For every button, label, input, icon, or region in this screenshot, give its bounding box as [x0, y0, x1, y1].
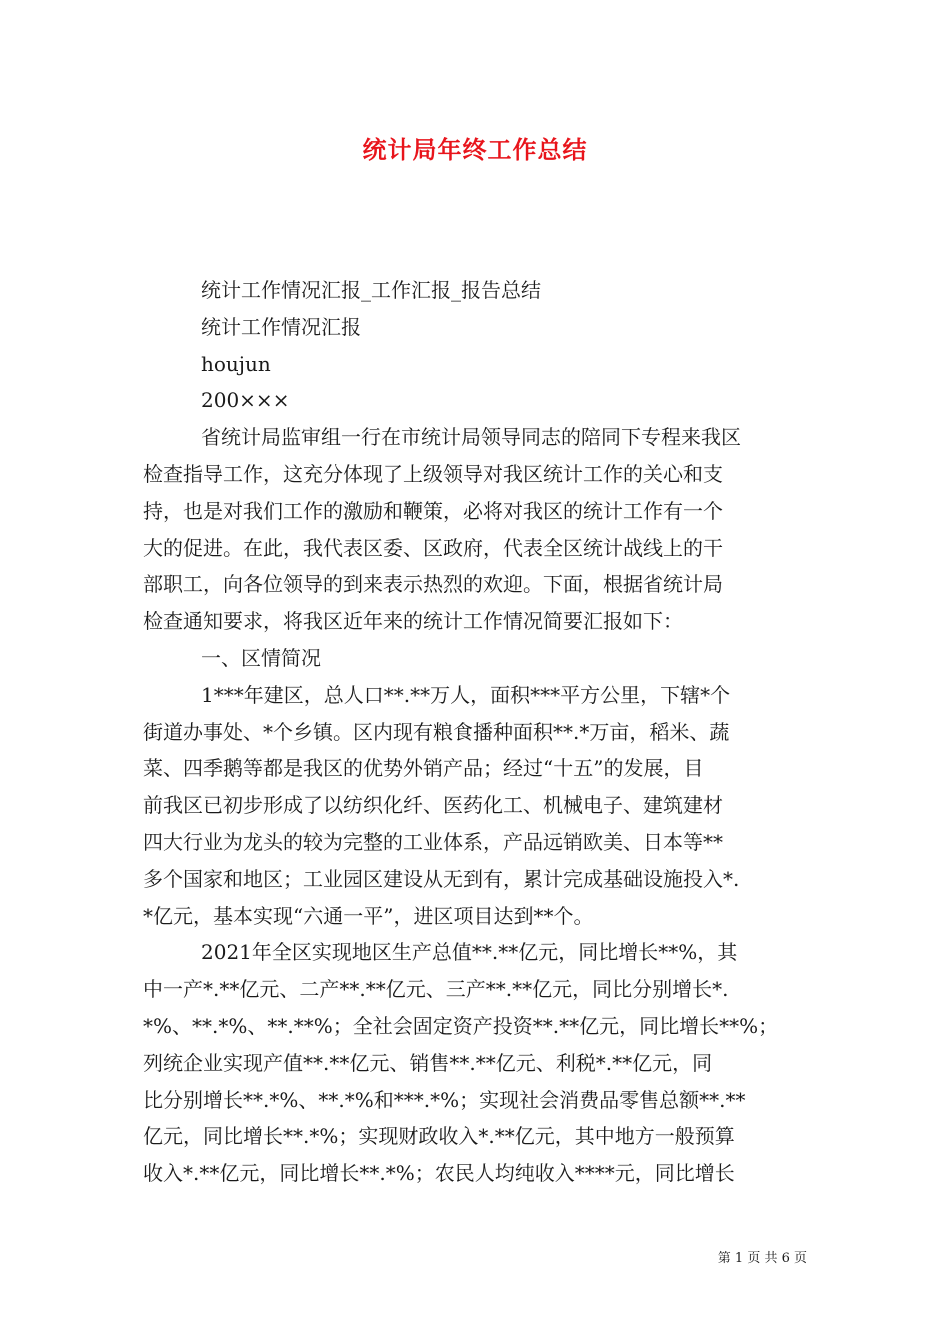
text-line: 持，也是对我们工作的激励和鞭策，必将对我区的统计工作有一个 — [143, 498, 723, 523]
text-line: 菜、四季鹅等都是我区的优势外销产品；经过“十五”的发展，目 — [143, 756, 704, 781]
text-line: 一、区情简况 — [201, 645, 321, 670]
text-line: 街道办事处、*个乡镇。区内现有粮食播种面积**.*万亩，稻米、蔬 — [143, 719, 730, 744]
text-line: 部职工，向各位领导的到来表示热烈的欢迎。下面，根据省统计局 — [143, 572, 723, 597]
text-line: 四大行业为龙头的较为完整的工业体系，产品远销欧美、日本等** — [143, 829, 723, 854]
text-line: 2021年全区实现地区生产总值**.**亿元，同比增长**%，其 — [201, 940, 738, 965]
text-line: 大的促进。在此，我代表区委、区政府，代表全区统计战线上的干 — [143, 535, 723, 560]
document-body — [143, 272, 807, 1192]
text-line: *%、**.*%、**.**%；全社会固定资产投资**.**亿元，同比增长**%； — [143, 1013, 779, 1038]
text-line: 检查指导工作，这充分体现了上级领导对我区统计工作的关心和支 — [143, 461, 723, 486]
text-line: *亿元，基本实现“六通一平”，进区项目达到**个。 — [143, 903, 594, 928]
text-line: 200××× — [201, 388, 290, 413]
text-line: 前我区已初步形成了以纺织化纤、医药化工、机械电子、建筑建材 — [143, 793, 723, 818]
text-line: 多个国家和地区；工业园区建设从无到有，累计完成基础设施投入*. — [143, 866, 740, 891]
text-line: 1***年建区，总人口**.**万人，面积***平方公里，下辖*个 — [201, 682, 731, 707]
text-line: 省统计局监审组一行在市统计局领导同志的陪同下专程来我区 — [201, 425, 741, 450]
text-line: 收入*.**亿元，同比增长**.*%；农民人均纯收入****元，同比增长 — [143, 1161, 735, 1186]
text-line: houjun — [201, 351, 271, 376]
text-line: 列统企业实现产值**.**亿元、销售**.**亿元、利税*.**亿元，同 — [143, 1050, 713, 1075]
text-line: 比分别增长**.*%、**.*%和***.*%；实现社会消费品零售总额**.** — [143, 1087, 746, 1112]
text-line: 亿元，同比增长**.*%；实现财政收入*.**亿元，其中地方一般预算 — [143, 1124, 735, 1149]
text-line: 统计工作情况汇报_工作汇报_报告总结 — [201, 278, 541, 302]
page-footer: 第 1 页 共 6 页 — [717, 1251, 807, 1266]
text-line: 中一产*.**亿元、二产**.**亿元、三产**.**亿元，同比分别增长*. — [143, 977, 729, 1002]
page-title: 统计局年终工作总结 — [362, 135, 588, 164]
text-line: 检查通知要求，将我区近年来的统计工作情况简要汇报如下： — [143, 609, 683, 634]
text-line: 统计工作情况汇报 — [201, 314, 361, 339]
